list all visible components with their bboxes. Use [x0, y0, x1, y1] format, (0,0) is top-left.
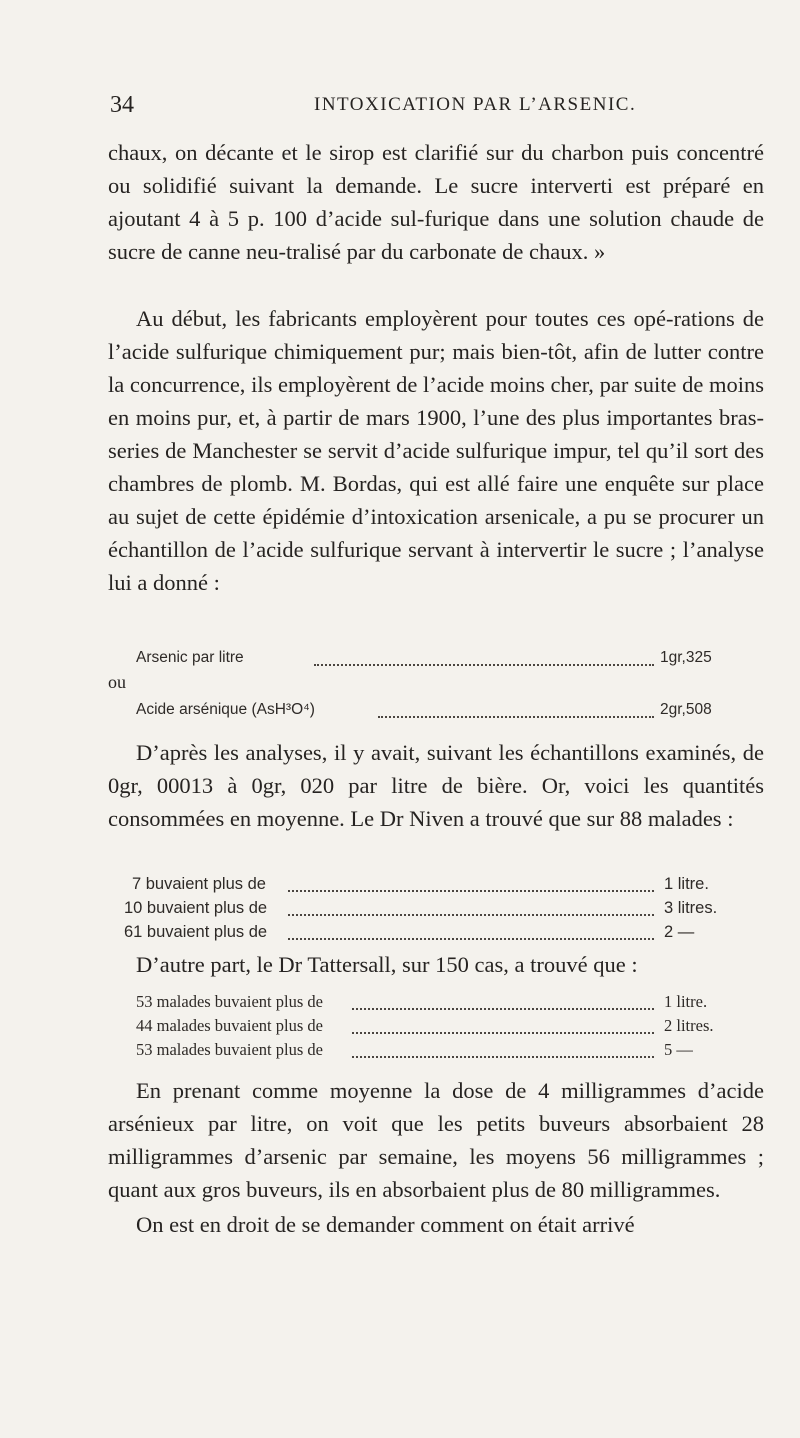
dot-leader — [288, 913, 654, 916]
acid-value: 2gr,508 — [660, 701, 712, 718]
running-title: INTOXICATION PAR L’ARSENIC. — [314, 94, 637, 115]
dot-leader — [378, 715, 654, 718]
niven-list — [108, 872, 764, 944]
page-number: 34 — [110, 92, 134, 118]
list-item: 53 malades buvaient plus de 5 — — [136, 1040, 693, 1059]
paragraph-5: En prenant comme moyenne la dose de 4 milligrammes d’acide arsénieux par litre, on voit que les petits buveurs absorbaient 28 milligrammes d’arsenic par semaine, les moyens 56 milligrammes ; quant aux gros buveurs, ils en absorbaient plus de 80 milligrammes. — [108, 1078, 764, 1202]
arsenic-value: 1gr,325 — [660, 649, 712, 666]
paragraph-2: Au début, les fabricants employèrent pour toutes ces opé-rations de l’acide sulfurique chimiquement pur; mais bien-tôt, afin de lutter contre la concurrence, ils employèrent de l’acide moins cher, par suite de moins en moins pur, et, à partir de mars 1900, l’une des plus importantes bras-series de Manchester se servit d’acide sulfurique impur, tel qu’il sort des chambres de plomb. M. Bordas, qui est allé faire une enquête sur place au sujet de cette épidémie d’intoxication arsenicale, a pu se procurer un échantillon de l’acide sulfurique servant à intervertir le sucre ; l’analyse lui a donné : — [108, 306, 764, 595]
paragraph-3: D’après les analyses, il y avait, suivant les échantillons examinés, de 0gr, 00013 à 0gr, 020 par litre de bière. Or, voici les quantités consommées en moyenne. Le Dr Niven a trouvé que sur 88 malades : — [108, 740, 764, 831]
list-item: 7 buvaient plus de 1 litre. — [132, 875, 709, 893]
arsenic-label: Arsenic par litre — [136, 649, 244, 666]
acid-label: Acide arsénique (AsH³O⁴) — [136, 701, 315, 718]
list-item: 53 malades buvaient plus de 1 litre. — [136, 992, 708, 1011]
dot-leader — [288, 937, 654, 940]
list-item: 61 buvaient plus de 2 — — [124, 923, 695, 941]
dot-leader — [288, 889, 654, 892]
acid-list — [108, 698, 764, 722]
dot-leader — [352, 1031, 654, 1034]
acid-row — [108, 698, 764, 722]
dot-leader — [314, 663, 654, 666]
list-item: 10 buvaient plus de 3 litres. — [124, 899, 718, 917]
paragraph-6: On est en droit de se demander comment on était arrivé — [136, 1212, 635, 1237]
dot-leader — [352, 1055, 654, 1058]
dot-leader — [352, 1007, 654, 1010]
list-item: 44 malades buvaient plus de 2 litres. — [136, 1016, 714, 1035]
tattersall-list — [108, 990, 764, 1062]
analysis-list — [108, 646, 764, 670]
paragraph-4: D’autre part, le Dr Tattersall, sur 150 cas, a trouvé que : — [136, 952, 638, 977]
page-header — [110, 92, 760, 122]
ou-text: ou — [108, 672, 126, 692]
paragraph-1: chaux, on décante et le sirop est clarifié sur du charbon puis concentré ou solidifié suivant la demande. Le sucre interverti est préparé en ajoutant 4 à 5 p. 100 d’acide sul-furique dans une solution chaude de sucre de canne neu-tralisé par du carbonate de chaux. » — [108, 140, 764, 264]
arsenic-row — [108, 646, 764, 670]
